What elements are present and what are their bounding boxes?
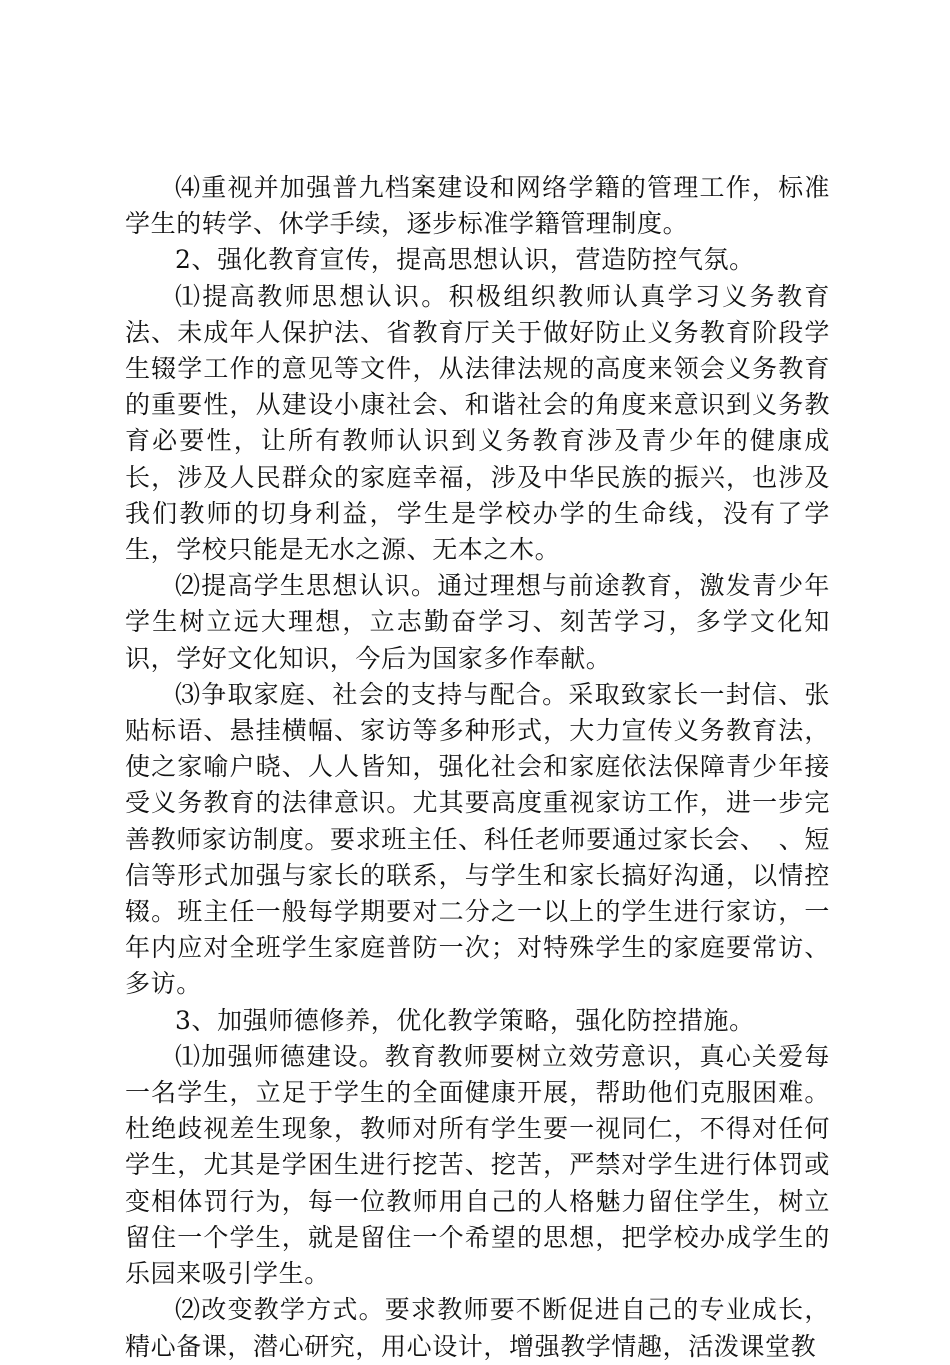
section-heading-2: 2、强化教育宣传，提高思想认识，营造防控气氛。 [175, 245, 755, 275]
paragraph-teacher-ethics: ⑴加强师德建设。教育教师要树立效劳意识，真心关爱每一名学生，立足于学生的全面健康开展，帮助他们克服困难。杜绝歧视差生现象，教师对所有学生要一视同仁，不得对任何学生，尤其是学困生进行挖苦、挖苦，严禁对学生进行体罚或变相体罚行为，每一位教师用自己的人格魅力留住学生，树立留住一个学生，就是留住一个希望的思想，把学校办成学生的乐园来吸引学生。 [125, 1041, 830, 1289]
paragraph-teaching-method: ⑵改变教学方式。要求教师要不断促进自己的专业成长，精心备课，潜心研究，用心设计，增强教学情趣，活泼课堂教 [125, 1295, 830, 1361]
document-body [125, 170, 830, 1365]
paragraph-archive-management: ⑷重视并加强普九档案建设和网络学籍的管理工作，标准学生的转学、休学手续，逐步标准学籍管理制度。 [125, 173, 830, 239]
paragraph-family-support: ⑶争取家庭、社会的支持与配合。采取致家长一封信、张贴标语、悬挂横幅、家访等多种形式，大力宣传义务教育法，使之家喻户晓、人人皆知，强化社会和家庭依法保障青少年接受义务教育的法律意识。尤其要高度重视家访工作，进一步完善教师家访制度。要求班主任、科任老师要通过家长会、 、短信等形式加强与家长的联系，与学生和家长搞好沟通，以情控辍。班主任一般每学期要对二分之一以上的学生进行家访，一年内应对全班学生家庭普防一次；对特殊学生的家庭要常访、多访。 [125, 679, 830, 999]
paragraph-student-awareness: ⑵提高学生思想认识。通过理想与前途教育，激发青少年学生树立远大理想，立志勤奋学习、刻苦学习，多学文化知识，学好文化知识，今后为国家多作奉献。 [125, 571, 830, 673]
paragraph-teacher-awareness: ⑴提高教师思想认识。积极组织教师认真学习义务教育法、未成年人保护法、省教育厅关于做好防止义务教育阶段学生辍学工作的意见等文件，从法律法规的高度来领会义务教育的重要性，从建设小康社会、和谐社会的角度来意识到义务教育必要性，让所有教师认识到义务教育涉及青少年的健康成长，涉及人民群众的家庭幸福，涉及中华民族的振兴，也涉及我们教师的切身利益，学生是学校办学的生命线，没有了学生，学校只能是无水之源、无本之木。 [125, 281, 830, 565]
section-heading-3: 3、加强师德修养，优化教学策略，强化防控措施。 [175, 1005, 755, 1035]
